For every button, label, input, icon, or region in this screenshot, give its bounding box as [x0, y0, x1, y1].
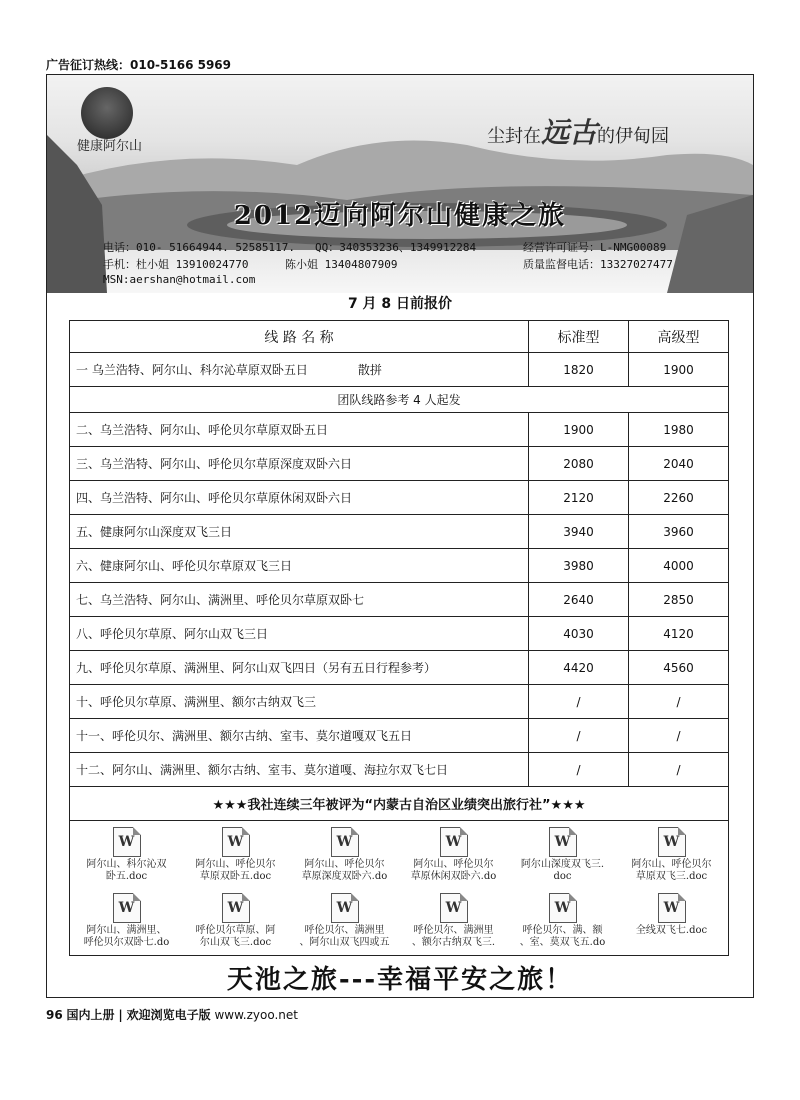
doc-name-line: 卧五.doc [105, 871, 148, 882]
price-advanced: / [629, 753, 729, 787]
word-doc-icon: W [331, 893, 359, 923]
doc-name-line: doc [553, 871, 572, 882]
price-standard: 1900 [529, 413, 629, 447]
doc-name-line: 阿尔山、呼伦贝尔 [413, 859, 494, 870]
doc-attachment[interactable] [399, 827, 508, 883]
doc-name-line: 、室、莫双飞五.do [519, 937, 606, 948]
table-row [70, 549, 729, 583]
route-name: 五、健康阿尔山深度双飞三日 [70, 515, 529, 549]
route-name: 二、乌兰浩特、阿尔山、呼伦贝尔草原双卧五日 [70, 413, 529, 447]
doc-name-line: 阿尔山、呼伦贝尔 [304, 859, 385, 870]
table-row [70, 447, 729, 481]
footer: 96 国内上册 | 欢迎浏览电子版 www.zyoo.net [46, 1008, 298, 1022]
price-standard: 2080 [529, 447, 629, 481]
doc-attachment[interactable] [181, 893, 290, 949]
route-name: 十二、阿尔山、满洲里、额尔古纳、室韦、莫尔道嘎、海拉尔双飞七日 [70, 753, 529, 787]
contact-phone: 电话：010- 51664944. 52585117. [103, 241, 295, 254]
doc-name-line: 阿尔山、呼伦贝尔 [195, 859, 276, 870]
doc-name-line: 呼伦贝尔、满、额 [522, 925, 603, 936]
banner-slogan: 尘封在远古的伊甸园 [487, 116, 670, 149]
route-name: 八、呼伦贝尔草原、阿尔山双飞三日 [70, 617, 529, 651]
contact-msn: MSN:aershan@hotmail.com [103, 273, 256, 286]
ad-frame [46, 74, 754, 998]
price-standard: / [529, 685, 629, 719]
doc-name-line: 呼伦贝尔、满洲里 [304, 925, 385, 936]
doc-name-line: 呼伦贝尔、满洲里 [413, 925, 494, 936]
price-standard: 4420 [529, 651, 629, 685]
route-name: 十、呼伦贝尔草原、满洲里、额尔古纳双飞三 [70, 685, 529, 719]
doc-name-line: 阿尔山、呼伦贝尔 [631, 859, 712, 870]
word-doc-icon: W [549, 893, 577, 923]
price-advanced: 4120 [629, 617, 729, 651]
price-standard: 4030 [529, 617, 629, 651]
word-doc-icon: W [331, 827, 359, 857]
contact-qq: QQ：340353236、1349912284 [315, 241, 477, 254]
doc-name-line: 草原休闲双卧六.do [410, 871, 497, 882]
price-standard: / [529, 753, 629, 787]
word-doc-icon: W [440, 827, 468, 857]
table-row [70, 353, 729, 387]
price-advanced: 1980 [629, 413, 729, 447]
header-route: 线 路 名 称 [70, 321, 529, 353]
header-advanced: 高级型 [629, 321, 729, 353]
contact-mobile-2: 陈小姐 13404807909 [285, 258, 398, 271]
banner-title: 2012迈向阿尔山健康之旅 [233, 201, 567, 231]
route-name: 四、乌兰浩特、阿尔山、呼伦贝尔草原休闲双卧六日 [70, 481, 529, 515]
contact-mobile-1: 手机：杜小姐 13910024770 [103, 258, 249, 271]
doc-name-line: 、额尔古纳双飞三. [411, 937, 496, 948]
route-name: 九、呼伦贝尔草原、满洲里、阿尔山双飞四日（另有五日行程参考） [70, 651, 529, 685]
word-doc-icon: W [222, 893, 250, 923]
price-standard: / [529, 719, 629, 753]
attachments [70, 821, 729, 956]
doc-name-line: 、阿尔山双飞四或五 [299, 937, 390, 948]
route-name: 三、乌兰浩特、阿尔山、呼伦贝尔草原深度双卧六日 [70, 447, 529, 481]
price-standard: 3940 [529, 515, 629, 549]
price-advanced: 2040 [629, 447, 729, 481]
doc-name-line: 草原双飞三.doc [635, 871, 708, 882]
word-doc-icon: W [658, 893, 686, 923]
table-row [70, 515, 729, 549]
price-advanced: 4560 [629, 651, 729, 685]
doc-attachment[interactable] [399, 893, 508, 949]
price-advanced: 1900 [629, 353, 729, 387]
doc-attachment[interactable] [72, 827, 181, 883]
doc-attachment[interactable] [181, 827, 290, 883]
bottom-slogan: 天池之旅---幸福平安之旅！ [226, 965, 574, 995]
route-name: 一 乌兰浩特、阿尔山、科尔沁草原双卧五日 [76, 363, 308, 377]
price-advanced: 3960 [629, 515, 729, 549]
table-row [70, 617, 729, 651]
price-advanced: 2850 [629, 583, 729, 617]
doc-name-line: 阿尔山、科尔沁双 [86, 859, 167, 870]
header-standard: 标准型 [529, 321, 629, 353]
word-doc-icon: W [549, 827, 577, 857]
price-advanced: 2260 [629, 481, 729, 515]
price-advanced: 4000 [629, 549, 729, 583]
doc-name-line: 呼伦贝尔草原、阿 [195, 925, 276, 936]
banner [47, 75, 753, 293]
route-name: 七、乌兰浩特、阿尔山、满洲里、呼伦贝尔草原双卧七 [70, 583, 529, 617]
doc-attachment[interactable] [617, 827, 726, 883]
doc-attachment[interactable] [290, 893, 399, 949]
word-doc-icon: W [658, 827, 686, 857]
price-title: 7 月 8 日前报价 [347, 296, 453, 312]
price-table [69, 320, 729, 956]
table-row [70, 719, 729, 753]
doc-name-line: 全线双飞七.doc [635, 925, 708, 936]
logo-text: 健康阿尔山 [77, 139, 143, 154]
doc-attachment[interactable] [617, 893, 726, 949]
contact-license: 经营许可证号：L-NMG00089 [523, 241, 667, 254]
price-advanced: / [629, 685, 729, 719]
ad-hotline: 广告征订热线：010-5166 5969 [46, 58, 232, 72]
doc-attachment[interactable] [290, 827, 399, 883]
doc-name-line: 尔山双飞三.doc [199, 937, 272, 948]
word-doc-icon: W [440, 893, 468, 923]
doc-name-line: 草原双卧五.doc [199, 871, 272, 882]
price-advanced: / [629, 719, 729, 753]
price-standard: 3980 [529, 549, 629, 583]
group-note: 团队线路参考 4 人起发 [70, 387, 729, 413]
word-doc-icon: W [222, 827, 250, 857]
table-row [70, 583, 729, 617]
table-row [70, 481, 729, 515]
doc-name-line: 阿尔山深度双飞三. [520, 859, 605, 870]
doc-name-line: 呼伦贝尔双卧七.do [83, 937, 170, 948]
doc-attachment[interactable] [72, 893, 181, 949]
table-row [70, 753, 729, 787]
doc-name-line: 阿尔山、满洲里、 [86, 925, 167, 936]
contact-quality: 质量监督电话：13327027477 [523, 258, 673, 271]
table-row [70, 413, 729, 447]
route-tag: 散拼 [357, 363, 382, 377]
table-row [70, 651, 729, 685]
price-standard: 2120 [529, 481, 629, 515]
doc-attachment[interactable] [508, 827, 617, 883]
route-name: 六、健康阿尔山、呼伦贝尔草原双飞三日 [70, 549, 529, 583]
route-name: 十一、呼伦贝尔、满洲里、额尔古纳、室韦、莫尔道嘎双飞五日 [70, 719, 529, 753]
doc-attachment[interactable] [508, 893, 617, 949]
honor-banner: ★★★我社连续三年被评为“内蒙古自治区业绩突出旅行社”★★★ [70, 787, 729, 821]
word-doc-icon: W [113, 827, 141, 857]
logo-emblem [81, 87, 133, 139]
route-rows [70, 413, 729, 787]
word-doc-icon: W [113, 893, 141, 923]
doc-name-line: 草原深度双卧六.do [301, 871, 388, 882]
table-row [70, 685, 729, 719]
price-standard: 1820 [529, 353, 629, 387]
price-standard: 2640 [529, 583, 629, 617]
